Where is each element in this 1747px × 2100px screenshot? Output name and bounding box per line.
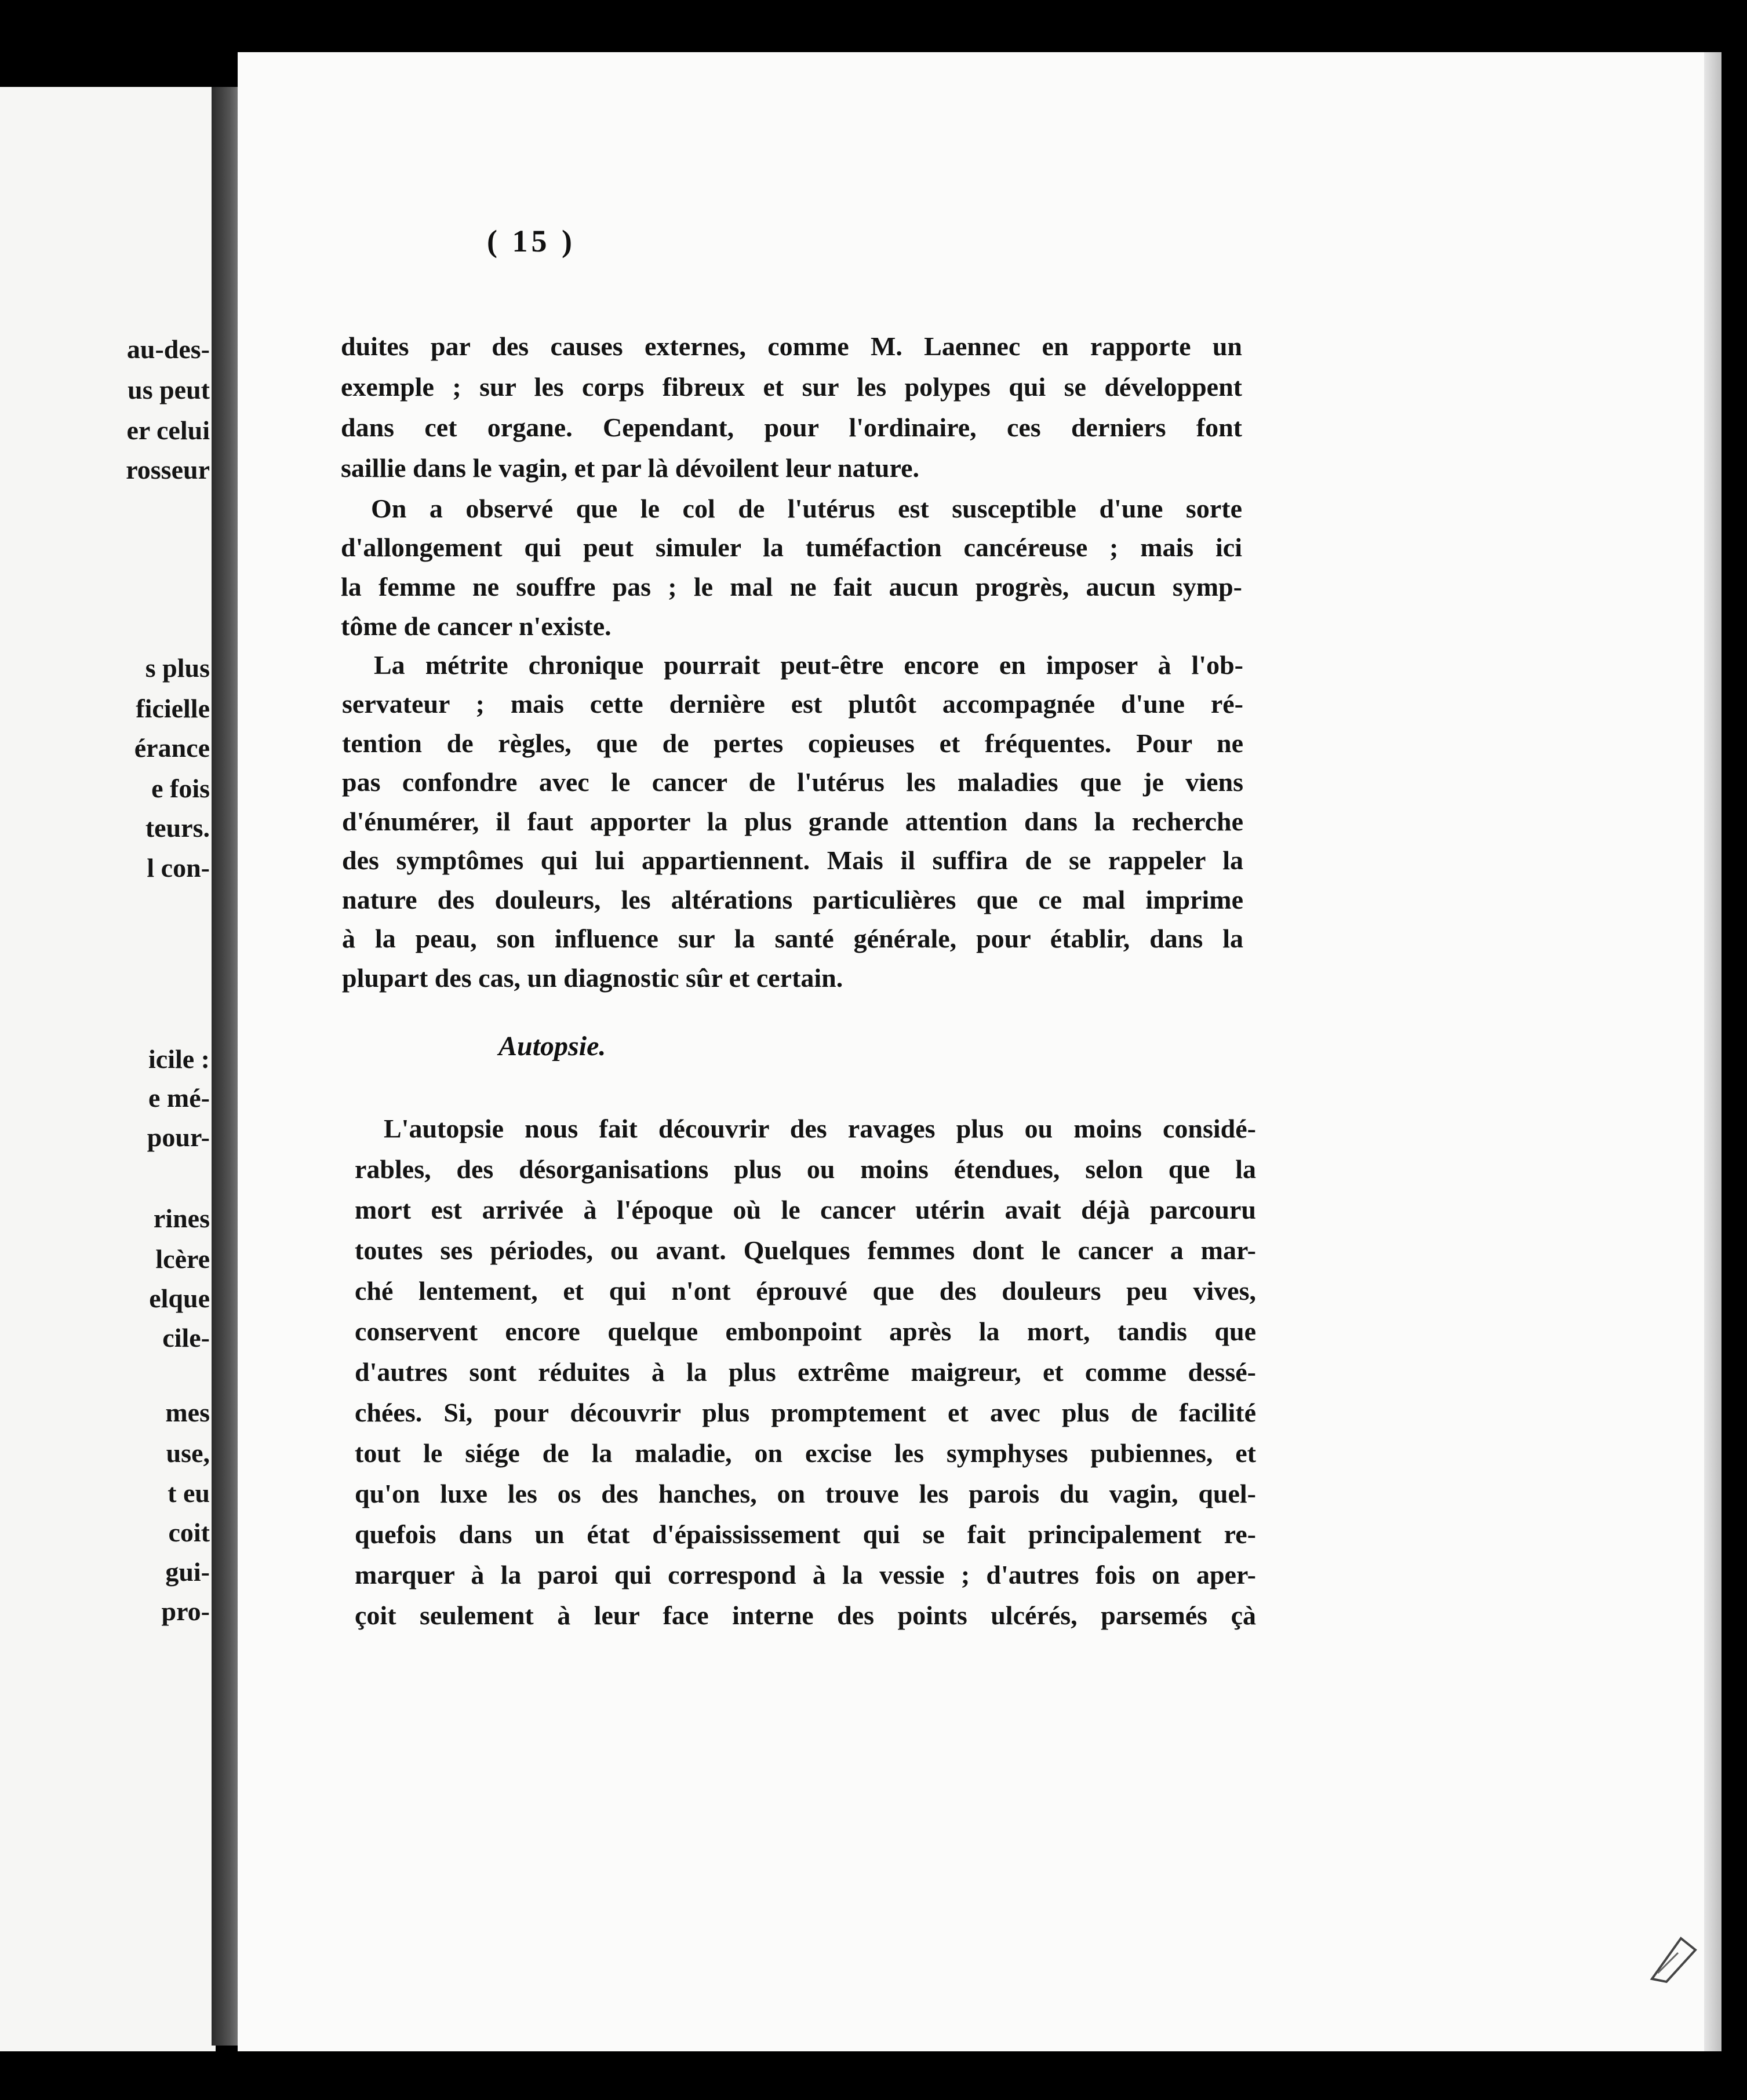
text-line: la femme ne souffre pas ; le mal ne fait aucun progrès, aucun symp- (341, 572, 1242, 601)
previous-page-line: e fois (151, 774, 210, 803)
text-line: d'autres sont réduites à la plus extrême maigreur, et comme dessé- (355, 1357, 1256, 1387)
previous-page-line: gui- (165, 1557, 210, 1587)
previous-page-line: pro- (161, 1596, 210, 1626)
text-line: saillie dans le vagin, et par là dévoilent leur nature. (341, 453, 919, 483)
previous-page-line: pour- (147, 1122, 210, 1152)
text-line: marquer à la paroi qui correspond à la vessie ; d'autres fois on aper- (355, 1560, 1256, 1589)
previous-page-line: use, (166, 1438, 210, 1468)
previous-page-line: rosseur (126, 455, 210, 484)
text-line: dans cet organe. Cependant, pour l'ordinaire, ces derniers font (341, 413, 1242, 442)
text-line: quefois dans un état d'épaississement qui se fait principalement re- (355, 1519, 1256, 1549)
text-line: tout le siége de la maladie, on excise les symphyses pubiennes, et (355, 1438, 1256, 1468)
previous-page-line: coit (168, 1518, 210, 1547)
text-line: On a observé que le col de l'utérus est susceptible d'une sorte (371, 494, 1242, 523)
text-line: servateur ; mais cette dernière est plutôt accompagnée d'une ré- (342, 689, 1243, 719)
text-line: d'allongement qui peut simuler la tuméfaction cancéreuse ; mais ici (341, 533, 1242, 562)
text-line: toutes ses périodes, ou avant. Quelques femmes dont le cancer a mar- (355, 1235, 1256, 1265)
text-line: plupart des cas, un diagnostic sûr et certain. (342, 963, 843, 993)
previous-page-line: ficielle (136, 694, 210, 723)
previous-page-fragment (0, 87, 216, 2051)
text-line: duites par des causes externes, comme M. Laennec en rapporte un (341, 331, 1242, 361)
text-line: chées. Si, pour découvrir plus promptement et avec plus de facilité (355, 1398, 1256, 1427)
previous-page-line: cile- (162, 1323, 210, 1352)
text-line: rables, des désorganisations plus ou moins étendues, selon que la (355, 1154, 1256, 1184)
previous-page-line: e mé- (148, 1083, 210, 1113)
text-line: qu'on luxe les os des hanches, on trouve les parois du vagin, quel- (355, 1479, 1256, 1508)
page-edge-shadow (1704, 52, 1721, 2051)
previous-page-line: us peut (128, 375, 210, 404)
text-line: exemple ; sur les corps fibreux et sur les polypes qui se développent (341, 372, 1242, 402)
text-line: mort est arrivée à l'époque où le cancer utérin avait déjà parcouru (355, 1195, 1256, 1224)
previous-page-line: l con- (147, 853, 210, 883)
text-line: pas confondre avec le cancer de l'utérus les maladies que je viens (342, 767, 1243, 797)
section-heading: Autopsie. (498, 1031, 606, 1062)
text-line: ché lentement, et qui n'ont éprouvé que des douleurs peu vives, (355, 1276, 1256, 1306)
text-line: L'autopsie nous fait découvrir des ravages plus ou moins considé- (384, 1114, 1256, 1143)
previous-page-line: lcère (155, 1244, 210, 1274)
previous-page-line: icile : (148, 1044, 210, 1074)
previous-page-line: s plus (145, 653, 210, 683)
page-number: ( 15 ) (487, 224, 576, 258)
text-line: çoit seulement à leur face interne des points ulcérés, parsemés çà (355, 1600, 1256, 1630)
previous-page-line: t eu (168, 1478, 210, 1508)
text-line: tôme de cancer n'existe. (341, 611, 612, 641)
previous-page-line: er celui (126, 415, 210, 445)
text-line: La métrite chronique pourrait peut-être encore en imposer à l'ob- (374, 650, 1243, 680)
previous-page-line: teurs. (145, 813, 210, 843)
text-line: d'énumérer, il faut apporter la plus grande attention dans la recherche (342, 807, 1243, 836)
text-line: nature des douleurs, les altérations particulières que ce mal imprime (342, 885, 1243, 914)
text-line: à la peau, son influence sur la santé générale, pour établir, dans la (342, 924, 1243, 953)
text-line: conservent encore quelque embonpoint après la mort, tandis que (355, 1317, 1256, 1346)
text-line: tention de règles, que de pertes copieuses et fréquentes. Pour ne (342, 728, 1243, 758)
previous-page-line: mes (165, 1398, 210, 1427)
folded-corner-icon (1646, 1933, 1698, 1985)
text-line: des symptômes qui lui appartiennent. Mais il suffira de se rappeler la (342, 845, 1243, 875)
previous-page-line: au-des- (126, 334, 210, 364)
previous-page-line: érance (134, 733, 210, 763)
previous-page-line: rines (153, 1204, 210, 1233)
previous-page-line: elque (149, 1284, 210, 1313)
